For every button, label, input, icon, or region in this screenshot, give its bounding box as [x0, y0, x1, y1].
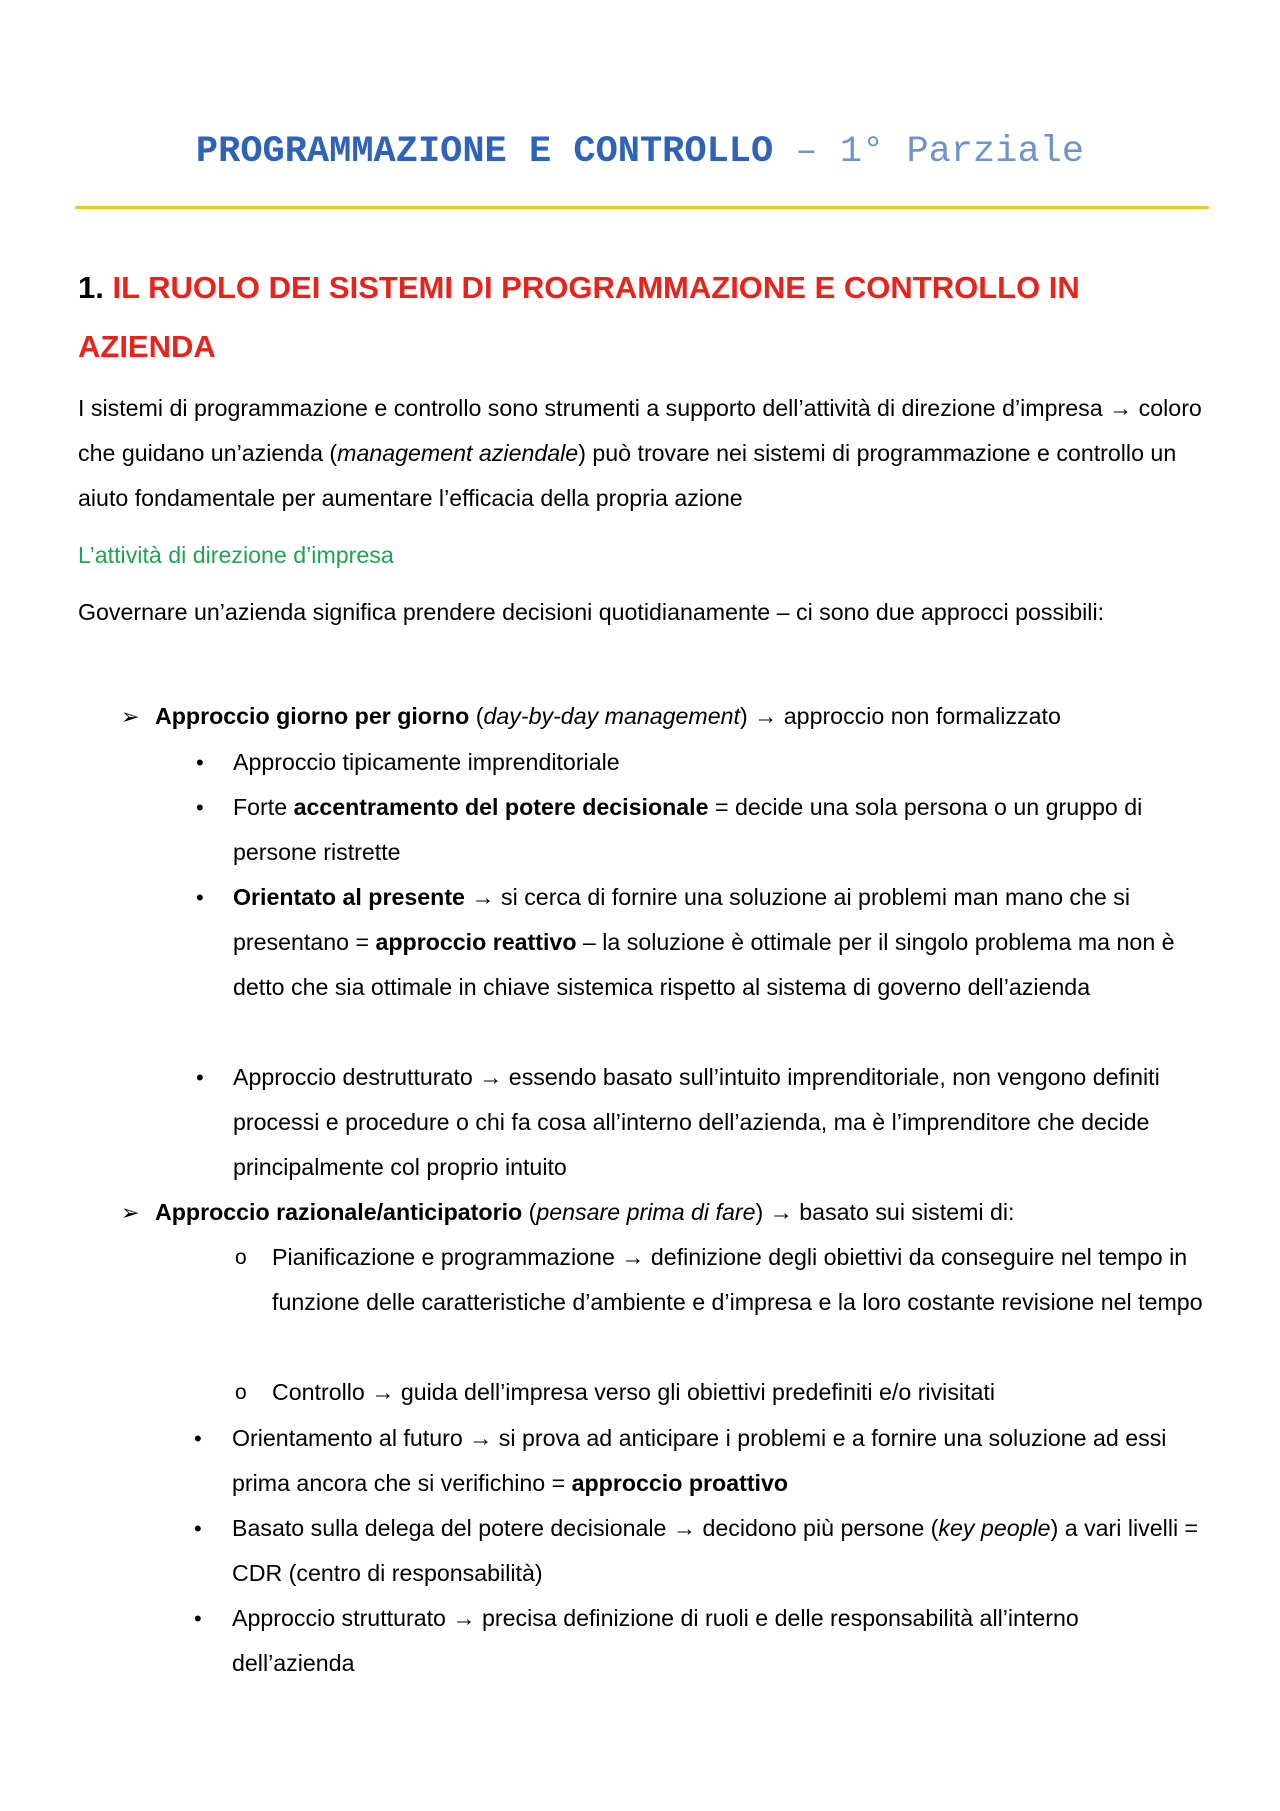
bullet-icon: • [196, 1065, 204, 1090]
bullet-icon: • [194, 1426, 202, 1451]
approach2-item2-text-b: ) a vari livelli = CDR (centro di responsabilità) [232, 1515, 1199, 1586]
circle-bullet-icon: o [235, 1381, 247, 1404]
section-heading [78, 258, 1208, 376]
bullet-icon: • [194, 1516, 202, 1541]
approach2-heading [155, 1190, 1215, 1235]
page-title [0, 128, 1280, 176]
circle-bullet-icon: o [235, 1246, 247, 1269]
item2-text-a: Forte [233, 794, 294, 820]
bullet-icon: • [196, 795, 204, 820]
approach2-italic: pensare prima di fare [536, 1199, 756, 1225]
approach1-item-4: Approccio destrutturato → essendo basato sull’intuito imprenditoriale, non vengono definiti processi e procedure o chi fa cosa all’interno dell’azienda, ma è l’imprenditore che decide principalmente col proprio intuito [233, 1064, 1160, 1180]
arrow-bullet-icon: ➢ [121, 1200, 140, 1225]
arrow-bullet-icon: ➢ [121, 704, 140, 729]
title-divider [75, 206, 1209, 209]
approach2-item1-bold: approccio proattivo [571, 1470, 789, 1496]
item3-text-b: – la soluzione è ottimale per il singolo problema ma non è detto che sia ottimale in chiave sistemica rispetto al sistema di governo dell’azienda [233, 929, 1175, 1000]
approach2-title: Approccio razionale/anticipatorio [155, 1199, 523, 1225]
approach2-item-3: Approccio strutturato → precisa definizione di ruoli e delle responsabilità all’interno dell’azienda [232, 1605, 1079, 1676]
approach2-paren-open: ( [522, 1199, 537, 1225]
approach1-title: Approccio giorno per giorno [155, 703, 470, 729]
title-suffix: 1° Parziale [839, 131, 1085, 173]
approach2-item2-italic: key people [938, 1515, 1051, 1541]
item3-bold: Orientato al presente [233, 884, 465, 910]
section-heading-text: IL RUOLO DEI SISTEMI DI PROGRAMMAZIONE E CONTROLLO IN AZIENDA [78, 270, 1080, 364]
approach2-item2-text-a: Basato sulla delega del potere decisionale → decidono più persone ( [232, 1515, 939, 1541]
item2-text-b: = decide una sola persona o un gruppo di persone ristrette [233, 794, 1143, 865]
approach1-item-3 [233, 875, 1181, 1010]
approach2-subitem-2: Controllo → guida dell’impresa verso gli obiettivi predefiniti e/o rivisitati [272, 1379, 996, 1405]
item3-bold-2: approccio reattivo [375, 929, 577, 955]
bullet-icon: • [196, 750, 204, 775]
approach1-italic: day-by-day management [483, 703, 740, 729]
title-separator: – [773, 131, 840, 173]
approach2-item1-text: Orientamento al futuro → si prova ad anticipare i problemi e a fornire una soluzione ad essi prima ancora che si verifichino = [232, 1425, 1167, 1496]
bullet-icon: • [194, 1606, 202, 1631]
approach1-heading [155, 694, 1215, 739]
approach1-desc: ) → approccio non formalizzato [739, 703, 1061, 729]
bullet-icon: • [196, 885, 204, 910]
approach2-item-2 [232, 1506, 1207, 1596]
approach2-desc: ) → basato sui sistemi di: [755, 1199, 1015, 1225]
item3-text-a: → si cerca di fornire una soluzione ai problemi man mano che si presentano = [233, 884, 1130, 955]
item2-bold: accentramento del potere decisionale [293, 794, 709, 820]
approach2-subitem-1: Pianificazione e programmazione → definizione degli obiettivi da conseguire nel tempo in funzione delle caratteristiche d’ambiente e d’impresa e la loro costante revisione nel tempo [272, 1244, 1203, 1315]
intro-text-2: ) può trovare nei sistemi di programmazione e controllo un aiuto fondamentale per aumentare l’efficacia della propria azione [78, 440, 1177, 511]
intro-paragraph [78, 386, 1212, 521]
subheading: L’attività di direzione d’impresa [78, 542, 394, 568]
governare-paragraph: Governare un’azienda significa prendere decisioni quotidianamente – ci sono due approcci possibili: [78, 599, 1105, 625]
approach2-item-1 [232, 1416, 1207, 1506]
approach1-item-1: Approccio tipicamente imprenditoriale [233, 749, 620, 775]
intro-text-1: I sistemi di programmazione e controllo sono strumenti a supporto dell’attività di direzione d’impresa → coloro che guidano un’azienda ( [78, 395, 1202, 466]
approach1-item-2 [233, 785, 1163, 875]
section-number: 1. [78, 270, 104, 305]
title-main: PROGRAMMAZIONE E CONTROLLO [195, 131, 774, 173]
intro-italic: management aziendale [337, 440, 579, 466]
approach1-paren-open: ( [469, 703, 484, 729]
